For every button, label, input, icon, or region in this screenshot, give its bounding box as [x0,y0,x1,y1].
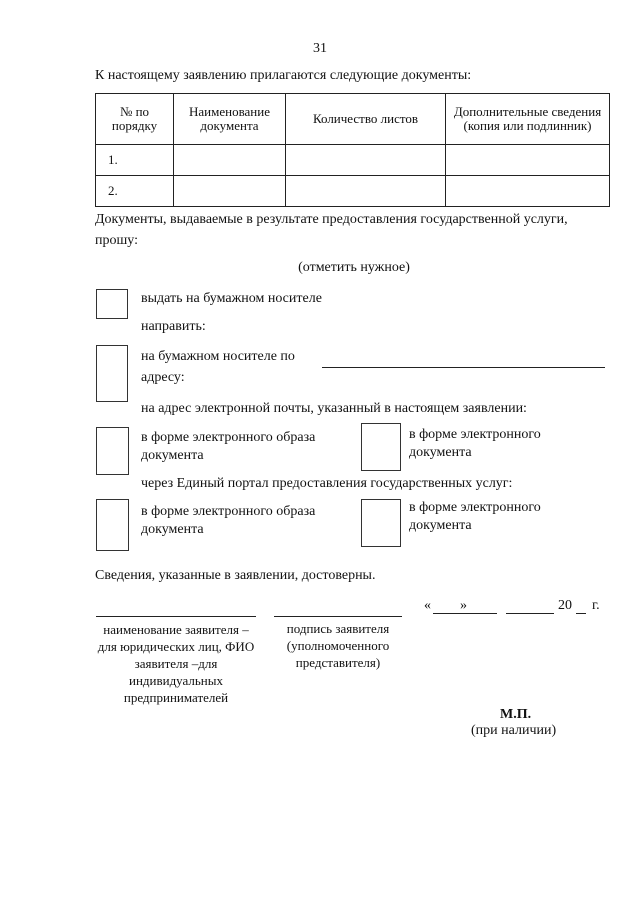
extra-info-cell[interactable] [446,145,610,176]
option-email-image-label: в форме электронного образа документа [141,430,316,463]
portal-heading: через Единый портал предоставления государственных услуг: [141,476,513,491]
checkbox-portal-image[interactable] [96,499,129,551]
year-line[interactable] [576,613,586,614]
year-suffix: г. [592,598,600,613]
col-header-doc-name: Наименование документа [174,94,286,145]
option-email-document-label: в форме электронного документа [409,427,541,460]
row-number-cell: 1. [96,145,174,176]
attachments-intro: К настоящему заявлению прилагаются следующие документы: [95,68,472,83]
sheet-count-cell[interactable] [286,176,446,207]
applicant-name-caption: наименование заявителя – для юридических лиц, ФИО заявителя –для индивидуальных предпринимателей [97,622,255,705]
doc-name-cell[interactable] [174,145,286,176]
stamp-label: М.П. [500,707,532,722]
address-line[interactable] [322,367,605,368]
table-row [96,145,610,176]
sheet-count-cell[interactable] [286,145,446,176]
mark-needed-note: (отметить нужное) [298,260,410,275]
checkbox-paper-address[interactable] [96,345,128,402]
col-header-extra-info: Дополнительные сведения (копия или подлинник) [446,94,610,145]
table-header-row [96,94,610,145]
col-header-number: № по порядку [96,94,174,145]
date-open-quote: « [424,598,431,613]
option-portal-document-label: в форме электронного документа [409,500,541,533]
checkbox-email-image[interactable] [96,427,129,475]
attachments-table [95,93,610,207]
applicant-signature-line[interactable] [274,616,402,617]
email-heading: на адрес электронной почты, указанный в настоящем заявлении: [141,401,527,416]
year-prefix: 20 [558,598,572,613]
date-month-line[interactable] [506,613,554,614]
send-label: направить: [141,319,206,334]
option-paper-address-label: на бумажном носителе по адресу: [141,349,295,385]
checkbox-email-document[interactable] [361,423,401,471]
doc-name-cell[interactable] [174,176,286,207]
stamp-note: (при наличии) [471,723,557,738]
applicant-name-line[interactable] [96,616,256,617]
row-number-cell: 2. [96,176,174,207]
extra-info-cell[interactable] [446,176,610,207]
confirmation-text: Сведения, указанные в заявлении, достоверны. [95,568,376,583]
applicant-signature-caption: подпись заявителя (уполномоченного представителя) [286,621,390,670]
checkbox-portal-document[interactable] [361,499,401,547]
option-paper-label: выдать на бумажном носителе [141,291,322,306]
checkbox-paper[interactable] [96,289,128,319]
issued-documents-text: Документы, выдаваемые в результате предоставления государственной услуги, прошу: [95,212,568,248]
option-portal-image-label: в форме электронного образа документа [141,504,316,537]
date-close-quote: » [460,598,467,613]
table-row [96,176,610,207]
page-number: 31 [313,41,327,56]
col-header-sheet-count: Количество листов [286,94,446,145]
